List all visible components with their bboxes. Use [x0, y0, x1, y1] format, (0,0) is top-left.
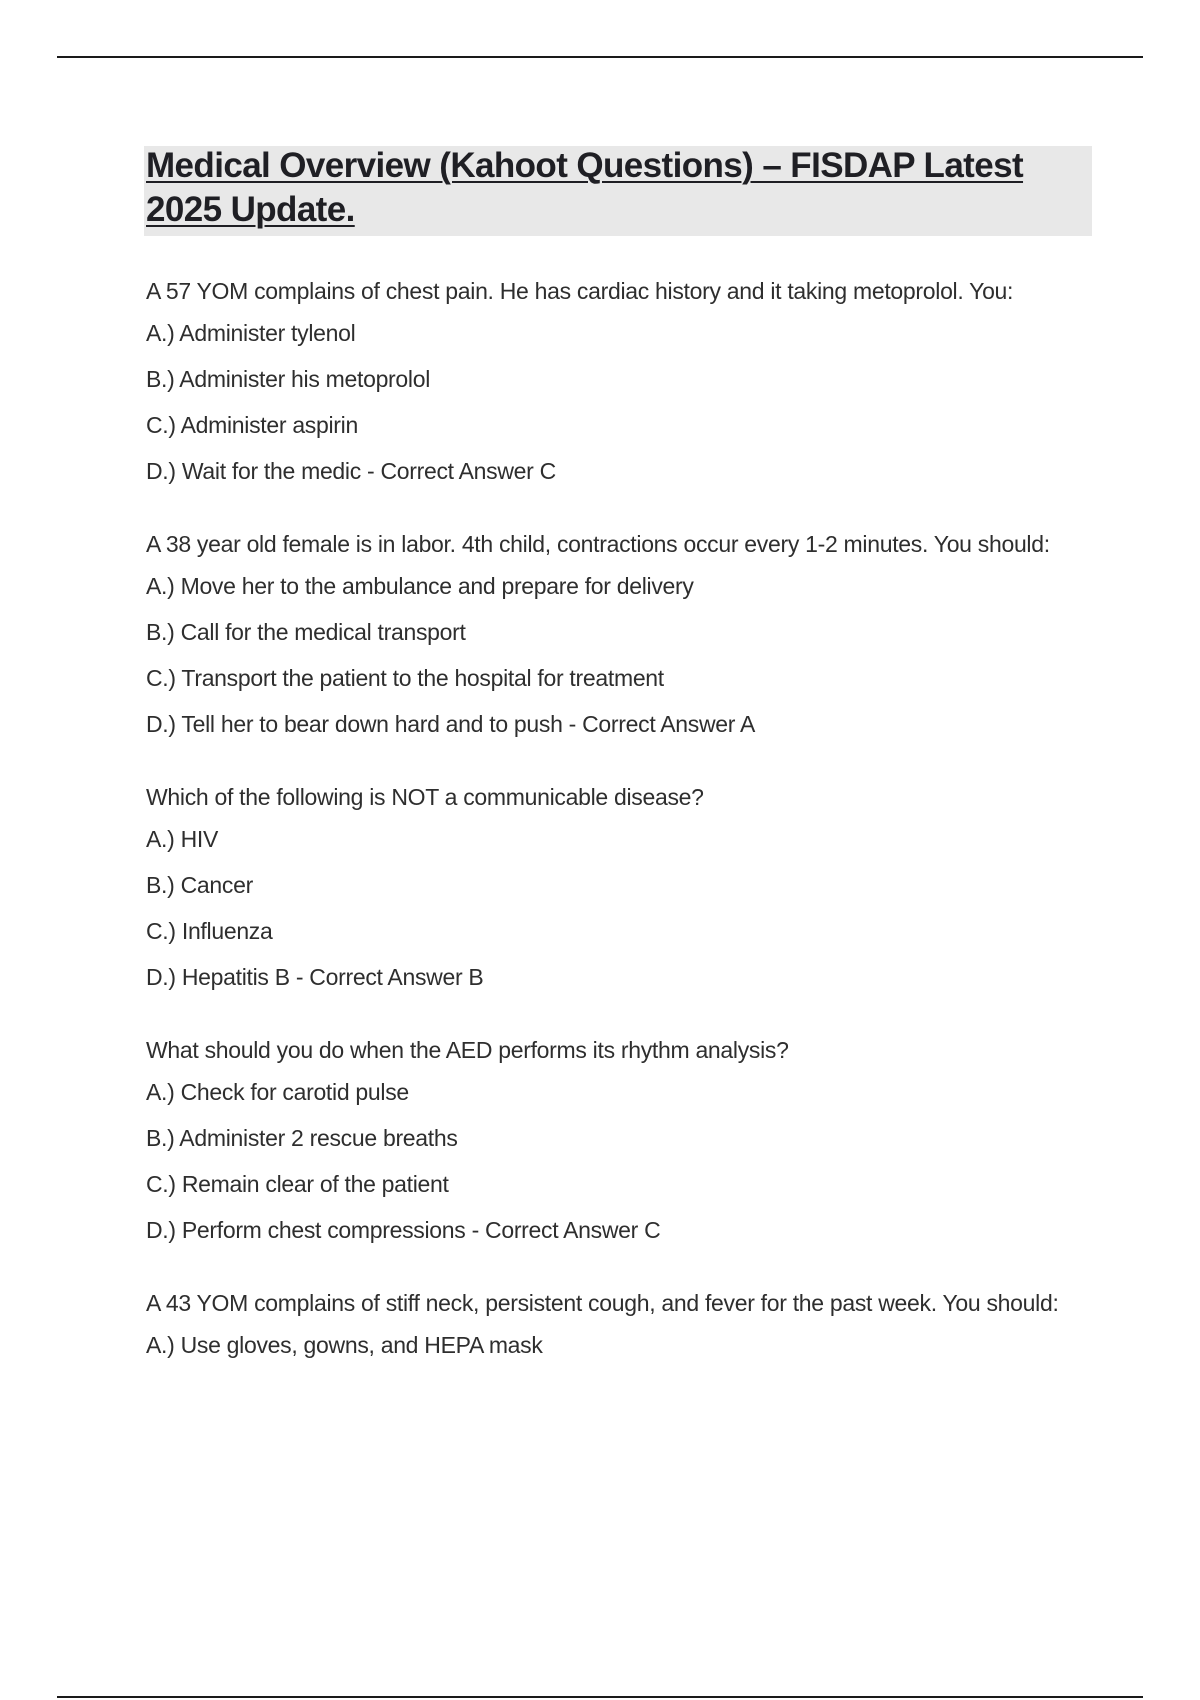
question-text: Which of the following is NOT a communicable disease? — [146, 784, 704, 810]
answer-option: C.) Administer aspirin — [146, 412, 358, 438]
question-3 — [146, 782, 1076, 992]
question-list — [146, 276, 1076, 1403]
answer-option: D.) Hepatitis B - Correct Answer B — [146, 964, 484, 990]
answer-option: B.) Administer his metoprolol — [146, 366, 431, 392]
answer-option: D.) Tell her to bear down hard and to push - Correct Answer A — [146, 711, 755, 737]
question-1 — [146, 276, 1076, 486]
answer-option: A.) Administer tylenol — [146, 320, 356, 346]
question-2 — [146, 529, 1076, 739]
question-4 — [146, 1035, 1076, 1245]
answer-option: B.) Administer 2 rescue breaths — [146, 1125, 458, 1151]
answer-option: A.) Use gloves, gowns, and HEPA mask — [146, 1332, 543, 1358]
question-text: What should you do when the AED performs its rhythm analysis? — [146, 1037, 789, 1063]
question-text: A 38 year old female is in labor. 4th child, contractions occur every 1-2 minutes. You should: — [146, 531, 1050, 557]
answer-option: C.) Influenza — [146, 918, 273, 944]
question-text: A 43 YOM complains of stiff neck, persistent cough, and fever for the past week. You should: — [146, 1290, 1059, 1316]
answer-option: D.) Perform chest compressions - Correct Answer C — [146, 1217, 661, 1243]
question-text: A 57 YOM complains of chest pain. He has cardiac history and it taking metoprolol. You: — [146, 278, 1014, 304]
bottom-rule — [57, 1696, 1143, 1698]
top-rule — [57, 56, 1143, 58]
answer-option: A.) Move her to the ambulance and prepare for delivery — [146, 573, 694, 599]
document-title: Medical Overview (Kahoot Questions) – FISDAP Latest 2025 Update. — [146, 146, 1024, 229]
answer-option: D.) Wait for the medic - Correct Answer C — [146, 458, 556, 484]
answer-option: B.) Cancer — [146, 872, 253, 898]
answer-option: C.) Remain clear of the patient — [146, 1171, 449, 1197]
answer-option: A.) HIV — [146, 826, 219, 852]
answer-option: A.) Check for carotid pulse — [146, 1079, 409, 1105]
question-5 — [146, 1288, 1076, 1360]
answer-option: C.) Transport the patient to the hospital for treatment — [146, 665, 664, 691]
answer-option: B.) Call for the medical transport — [146, 619, 466, 645]
